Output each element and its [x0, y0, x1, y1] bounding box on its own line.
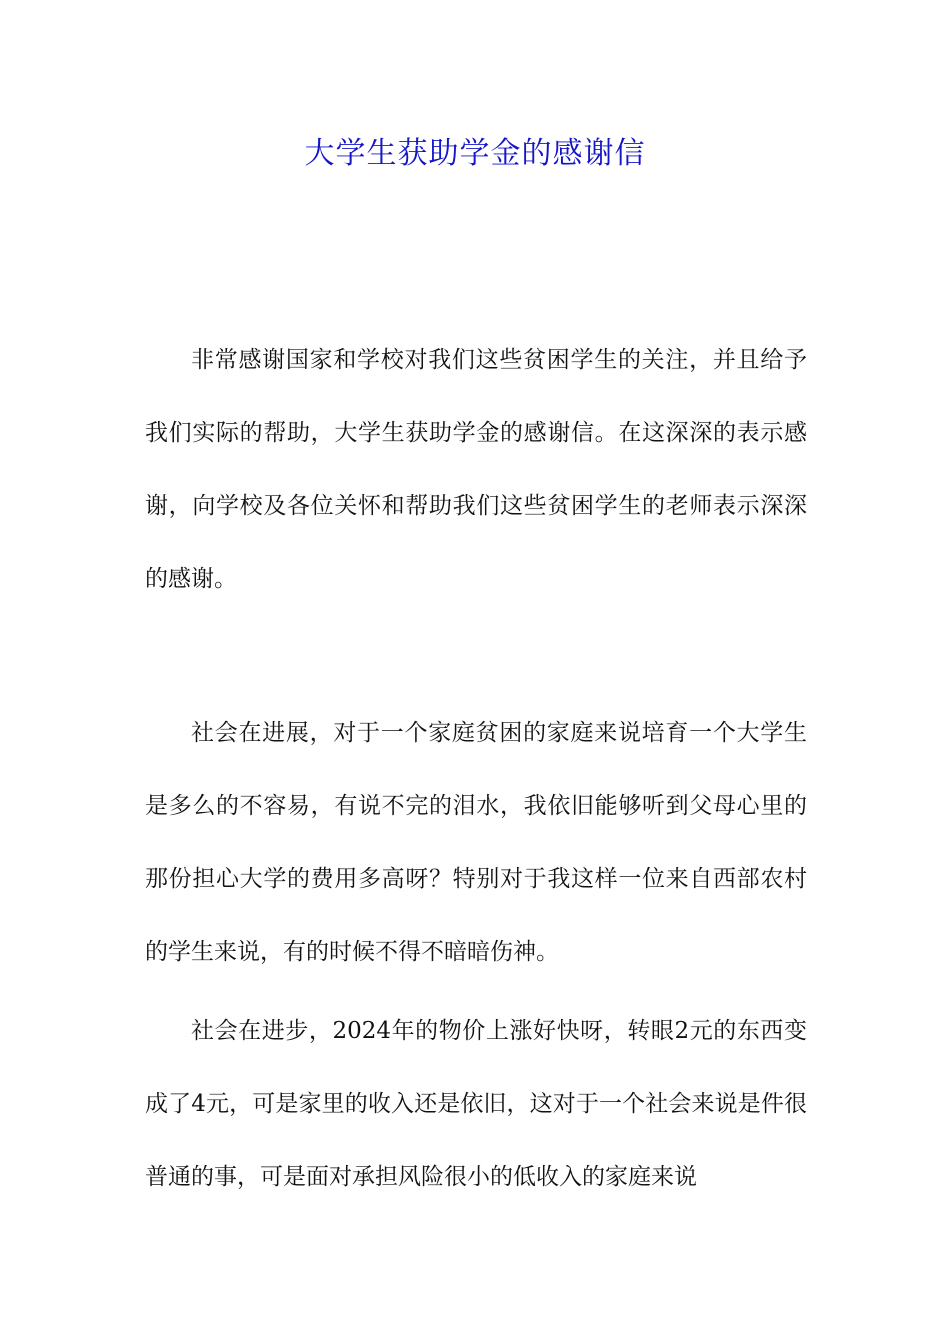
body-paragraph-2: 社会在进展，对于一个家庭贫困的家庭来说培育一个大学生是多么的不容易，有说不完的泪水，我依旧能够听到父母心里的那份担心大学的费用多高呀？特别对于我这样一位来自西部农村的学生来说，有的时候不得不暗暗伤神。 — [145, 720, 807, 965]
body-paragraph-3: 社会在进步，2024年的物价上涨好快呀，转眼2元的东西变成了4元，可是家里的收入还是依旧，这对于一个社会来说是件很普通的事，可是面对承担风险很小的低收入的家庭来说 — [145, 1018, 807, 1190]
document-title: 大学生获助学金的感谢信 — [304, 136, 646, 171]
body-paragraph-1: 非常感谢国家和学校对我们这些贫困学生的关注，并且给予我们实际的帮助，大学生获助学金的感谢信。在这深深的表示感谢，向学校及各位关怀和帮助我们这些贫困学生的老师表示深深的感谢。 — [145, 347, 807, 592]
